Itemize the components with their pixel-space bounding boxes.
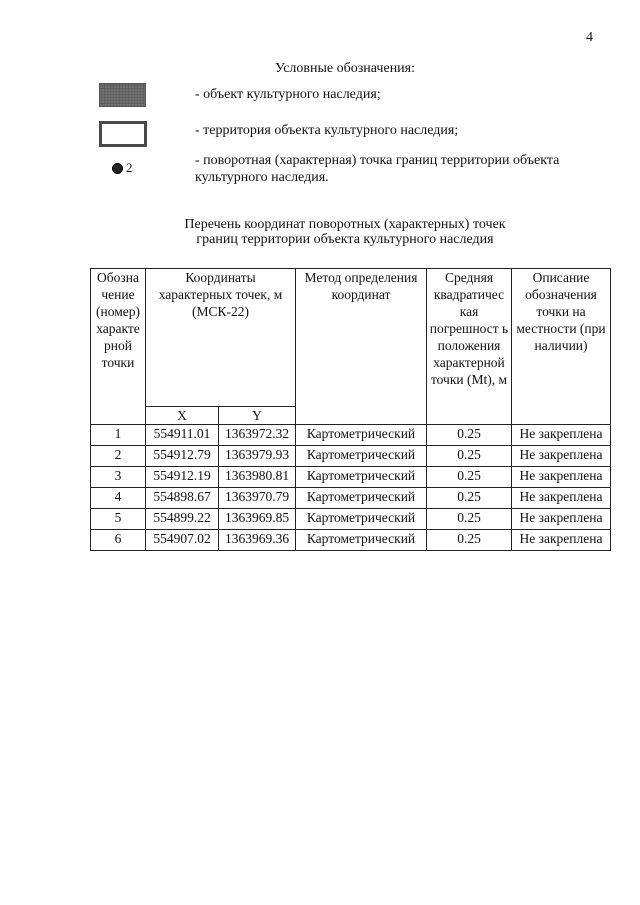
point-number-cell: 1 — [91, 425, 146, 446]
error-cell: 0.25 — [427, 509, 512, 530]
description-cell: Не закреплена — [512, 509, 611, 530]
method-cell: Картометрический — [296, 530, 427, 551]
header-x: X — [146, 407, 219, 425]
method-cell: Картометрический — [296, 467, 427, 488]
error-cell: 0.25 — [427, 446, 512, 467]
description-cell: Не закреплена — [512, 488, 611, 509]
legend-item-point: - поворотная (характерная) точка границ территории объекта культурного наследия. — [195, 153, 560, 185]
coordinates-table — [90, 268, 611, 551]
table-title-line-1: Перечень координат поворотных (характерных) точек — [184, 217, 506, 232]
point-number-cell: 2 — [91, 446, 146, 467]
point-number-cell: 6 — [91, 530, 146, 551]
y-coordinate-cell: 1363969.85 — [219, 509, 296, 530]
header-y: Y — [219, 407, 296, 425]
header-point-number: Обозна чение (номер) характе рной точки — [91, 269, 146, 425]
cultural-heritage-object-swatch-icon — [99, 83, 146, 107]
x-coordinate-cell: 554911.01 — [146, 425, 219, 446]
header-error: Средняя квадратичес кая погрешност ь положения характерной точки (Mt), м — [427, 269, 512, 425]
turning-point-marker-icon — [112, 160, 133, 176]
description-cell: Не закреплена — [512, 446, 611, 467]
header-description: Описание обозначения точки на местности (при наличии) — [512, 269, 611, 425]
table-row — [91, 509, 611, 530]
error-cell: 0.25 — [427, 425, 512, 446]
legend-title: Условные обозначения: — [274, 61, 416, 76]
description-cell: Не закреплена — [512, 530, 611, 551]
method-cell: Картометрический — [296, 509, 427, 530]
y-coordinate-cell: 1363980.81 — [219, 467, 296, 488]
y-coordinate-cell: 1363972.32 — [219, 425, 296, 446]
point-number-cell: 3 — [91, 467, 146, 488]
header-method: Метод определения координат — [296, 269, 427, 425]
y-coordinate-cell: 1363970.79 — [219, 488, 296, 509]
legend-item-object: - объект культурного наследия; — [195, 87, 381, 102]
error-cell: 0.25 — [427, 530, 512, 551]
x-coordinate-cell: 554912.79 — [146, 446, 219, 467]
y-coordinate-cell: 1363979.93 — [219, 446, 296, 467]
description-cell: Не закреплена — [512, 425, 611, 446]
point-number-cell: 5 — [91, 509, 146, 530]
table-title — [0, 217, 640, 247]
table-row — [91, 467, 611, 488]
x-coordinate-cell: 554907.02 — [146, 530, 219, 551]
error-cell: 0.25 — [427, 488, 512, 509]
table-title-line-2: границ территории объекта культурного наследия — [196, 232, 494, 247]
x-coordinate-cell: 554898.67 — [146, 488, 219, 509]
method-cell: Картометрический — [296, 446, 427, 467]
header-coordinates: Координаты характерных точек, м (МСК-22) — [146, 269, 296, 407]
x-coordinate-cell: 554912.19 — [146, 467, 219, 488]
point-number-cell: 4 — [91, 488, 146, 509]
table-row — [91, 530, 611, 551]
legend-item-territory: - территория объекта культурного наследия; — [195, 123, 459, 138]
page-number: 4 — [586, 30, 593, 45]
point-marker-label: 2 — [126, 160, 133, 175]
table-row — [91, 488, 611, 509]
method-cell: Картометрический — [296, 425, 427, 446]
x-coordinate-cell: 554899.22 — [146, 509, 219, 530]
error-cell: 0.25 — [427, 467, 512, 488]
method-cell: Картометрический — [296, 488, 427, 509]
table-row — [91, 425, 611, 446]
y-coordinate-cell: 1363969.36 — [219, 530, 296, 551]
table-row — [91, 446, 611, 467]
heritage-territory-swatch-icon — [99, 121, 147, 147]
point-dot-icon — [112, 163, 123, 174]
description-cell: Не закреплена — [512, 467, 611, 488]
